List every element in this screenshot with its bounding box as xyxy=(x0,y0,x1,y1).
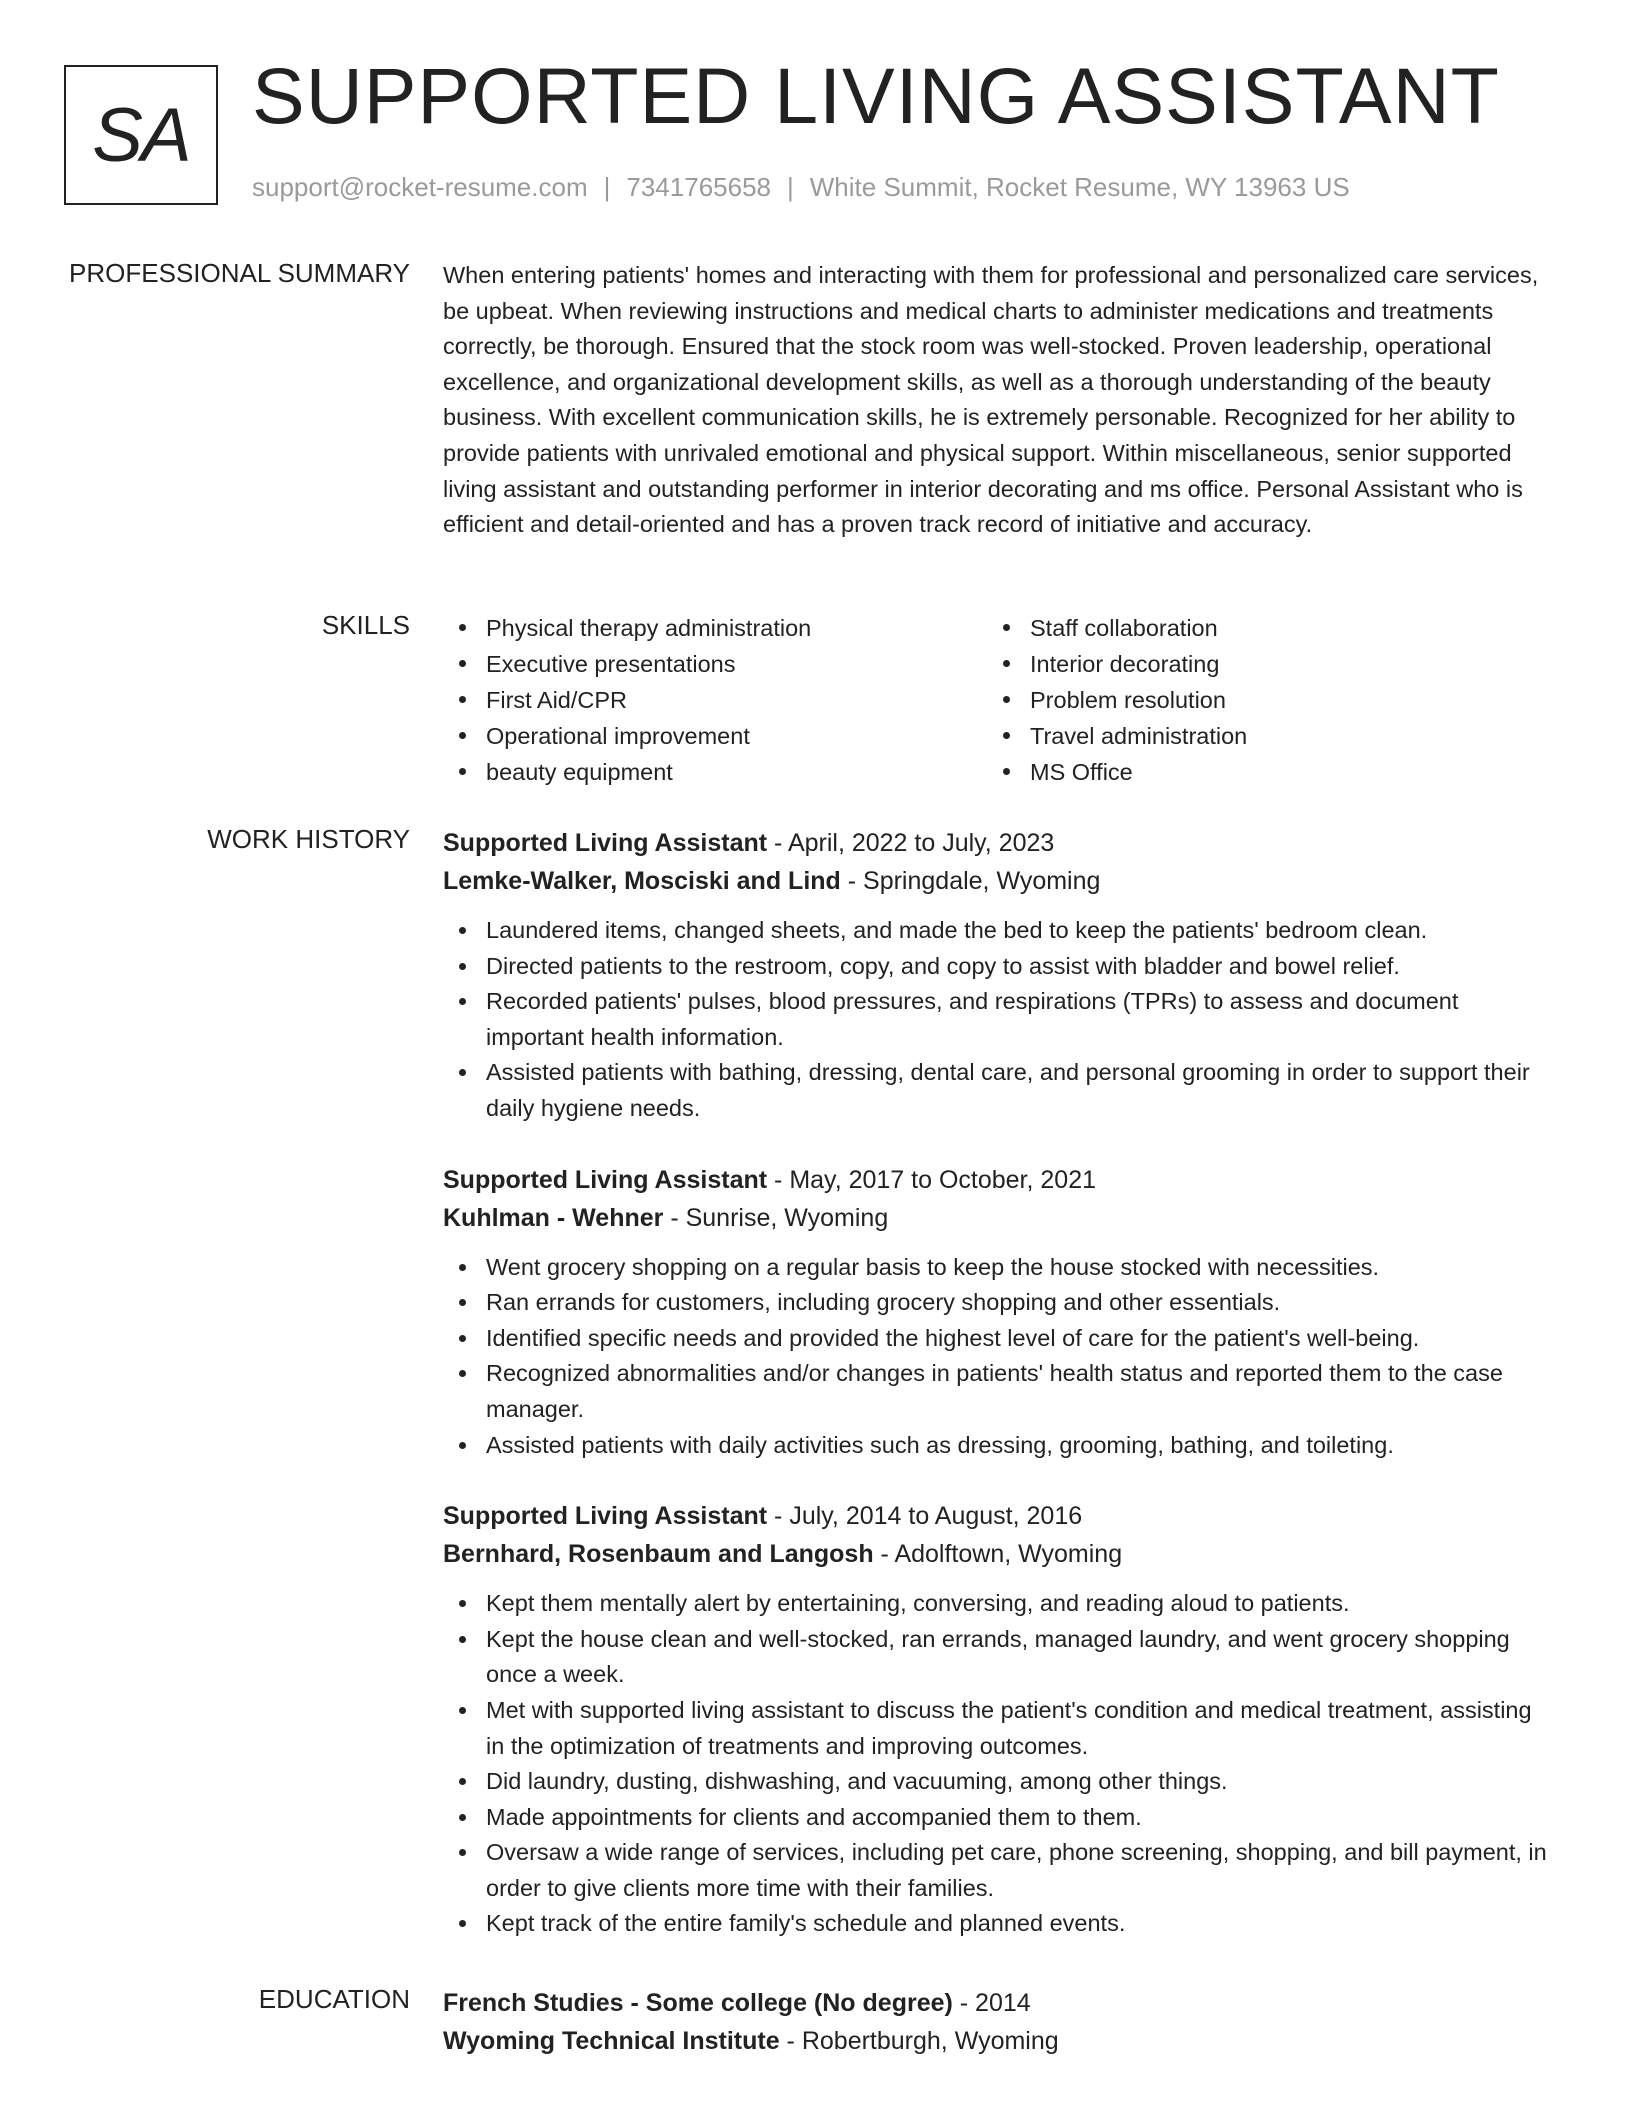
education-degree-line xyxy=(443,1984,1553,2022)
job-location: - Adolftown, Wyoming xyxy=(873,1540,1123,1569)
job-duty: Recognized abnormalities and/or changes in patients' health status and reported them to the case manager. xyxy=(486,1356,1553,1427)
education-location: - Robertburgh, Wyoming xyxy=(779,2027,1059,2055)
education-school-line xyxy=(443,2022,1553,2061)
job-entry xyxy=(443,824,1553,1127)
education-year: - 2014 xyxy=(952,1989,1031,2017)
skills-column-2 xyxy=(987,610,1531,790)
job-company: Bernhard, Rosenbaum and Langosh xyxy=(443,1540,874,1569)
section-label-summary: PROFESSIONAL SUMMARY xyxy=(69,258,410,288)
skills-column-1 xyxy=(443,610,987,790)
monogram: SA xyxy=(64,65,218,205)
skill-item: MS Office xyxy=(1030,754,1531,790)
skill-item: Executive presentations xyxy=(486,646,987,682)
work-history-body xyxy=(443,824,1553,1942)
skill-item: Physical therapy administration xyxy=(486,610,987,646)
job-title: Supported Living Assistant xyxy=(443,1502,768,1531)
job-dates: - April, 2022 to July, 2023 xyxy=(767,829,1055,857)
job-duty: Identified specific needs and provided the highest level of care for the patient's well-being. xyxy=(486,1321,1553,1357)
section-label-education: EDUCATION xyxy=(258,1984,410,2014)
contact-separator: | xyxy=(787,172,794,202)
job-duty: Did laundry, dusting, dishwashing, and vacuuming, among other things. xyxy=(486,1764,1553,1800)
job-duty: Met with supported living assistant to discuss the patient's condition and medical treatment, assisting in the optimization of treatments and improving outcomes. xyxy=(486,1693,1553,1764)
skills-list xyxy=(443,610,1553,790)
skill-item: Travel administration xyxy=(1030,718,1531,754)
job-company-line xyxy=(443,862,1553,901)
contact-separator: | xyxy=(603,172,611,202)
job-duty: Went grocery shopping on a regular basis to keep the house stocked with necessities. xyxy=(486,1250,1553,1286)
education-degree: French Studies - Some college (No degree) xyxy=(443,1989,953,2017)
skill-item: Operational improvement xyxy=(486,718,987,754)
job-title: Supported Living Assistant xyxy=(443,829,768,857)
job-duty: Oversaw a wide range of services, including pet care, phone screening, shopping, and bill payment, in order to give clients more time with their families. xyxy=(486,1835,1553,1906)
job-duties xyxy=(443,1586,1553,1942)
skill-item: Problem resolution xyxy=(1030,682,1531,718)
job-duty: Ran errands for customers, including grocery shopping and other essentials. xyxy=(486,1285,1553,1321)
job-dates: - July, 2014 to August, 2016 xyxy=(767,1502,1083,1531)
job-duty: Kept the house clean and well-stocked, ran errands, managed laundry, and went grocery shopping once a week. xyxy=(486,1622,1553,1693)
education-body xyxy=(443,1984,1553,2061)
summary-text: When entering patients' homes and interacting with them for professional and personalized care services, be upbeat. When reviewing instructions and medical charts to administer medications and treatments correctly, be thorough. Ensured that the stock room was well-stocked. Proven leadership, operational excellence, and organizational development skills, as well as a thorough understanding of the beauty business. With excellent communication skills, he is extremely personable. Recognized for her ability to provide patients with unrivaled emotional and physical support. Within miscellaneous, senior supported living assistant and outstanding performer in interior decorating and ms office. Personal Assistant who is efficient and detail-oriented and has a proven track record of initiative and accuracy. xyxy=(443,262,1539,538)
job-company: Kuhlman - Wehner xyxy=(443,1203,664,1232)
skill-item: Interior decorating xyxy=(1030,646,1531,682)
skill-item: First Aid/CPR xyxy=(486,682,987,718)
job-entry xyxy=(443,1497,1553,1942)
job-duty: Kept them mentally alert by entertaining, conversing, and reading aloud to patients. xyxy=(486,1586,1553,1622)
skill-item: beauty equipment xyxy=(486,754,987,790)
section-label-work: WORK HISTORY xyxy=(207,824,410,854)
job-company-line xyxy=(443,1199,1553,1238)
job-duties xyxy=(443,913,1553,1127)
contact-line xyxy=(252,172,1350,203)
section-label-skills: SKILLS xyxy=(321,610,410,640)
job-title-line xyxy=(443,824,1553,862)
job-entry xyxy=(443,1161,1553,1464)
job-duties xyxy=(443,1250,1553,1464)
job-duty: Assisted patients with daily activities such as dressing, grooming, bathing, and toileting. xyxy=(486,1428,1553,1464)
job-duty: Laundered items, changed sheets, and made the bed to keep the patients' bedroom clean. xyxy=(486,913,1553,949)
resume-title: SUPPORTED LIVING ASSISTANT xyxy=(252,51,1500,140)
job-location: - Springdale, Wyoming xyxy=(840,867,1101,895)
job-duty: Directed patients to the restroom, copy, and copy to assist with bladder and bowel relief. xyxy=(486,949,1553,985)
contact-email: support@rocket-resume.com xyxy=(252,172,588,202)
job-dates: - May, 2017 to October, 2021 xyxy=(767,1165,1097,1194)
job-duty: Kept track of the entire family's schedule and planned events. xyxy=(486,1906,1553,1942)
job-title-line xyxy=(443,1161,1553,1199)
contact-address: White Summit, Rocket Resume, WY 13963 US xyxy=(809,172,1350,202)
job-company-line xyxy=(443,1535,1553,1574)
education-school: Wyoming Technical Institute xyxy=(443,2027,780,2055)
skill-item: Staff collaboration xyxy=(1030,610,1531,646)
job-duty: Recorded patients' pulses, blood pressures, and respirations (TPRs) to assess and document important health information. xyxy=(486,984,1553,1055)
job-title: Supported Living Assistant xyxy=(443,1165,768,1194)
job-duty: Made appointments for clients and accompanied them to them. xyxy=(486,1800,1553,1836)
job-company: Lemke-Walker, Mosciski and Lind xyxy=(443,867,841,895)
contact-phone: 7341765658 xyxy=(626,172,771,202)
job-location: - Sunrise, Wyoming xyxy=(663,1203,889,1232)
job-duty: Assisted patients with bathing, dressing, dental care, and personal grooming in order to support their daily hygiene needs. xyxy=(486,1055,1553,1126)
job-title-line xyxy=(443,1497,1553,1535)
